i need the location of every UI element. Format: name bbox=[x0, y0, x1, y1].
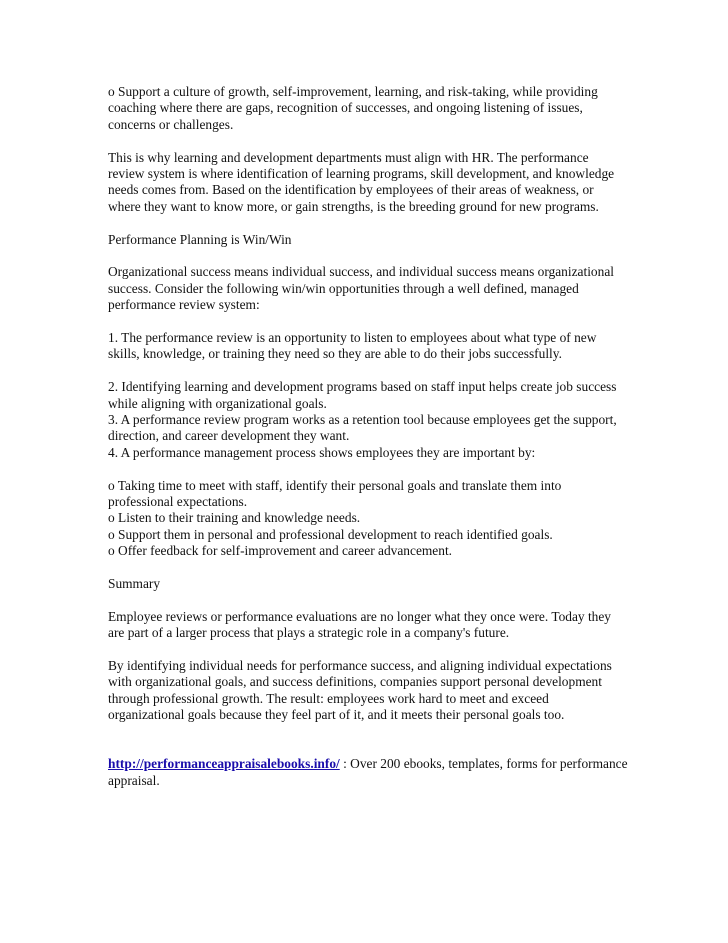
bullet-item-2: o Listen to their training and knowledge needs. bbox=[108, 510, 361, 526]
paragraph-learning-development: This is why learning and development departments must align with HR. The performance review system is where identification of learning programs, skill development, and knowledge needs comes from. Based on the identification by employees of their areas of weakness, or where they want to know more, or gain strengths, is the breeding ground for new programs. bbox=[108, 149, 615, 214]
bullet-item-4: o Offer feedback for self-improvement and career advancement. bbox=[108, 543, 453, 559]
bullet-item-3: o Support them in personal and professional development to reach identified goals. bbox=[108, 526, 553, 542]
section-heading-performance-planning: Performance Planning is Win/Win bbox=[108, 231, 292, 247]
numbered-item-3: 3. A performance review program works as a retention tool because employees get the support, direction, and career development they want. bbox=[108, 412, 617, 444]
numbered-item-1: 1. The performance review is an opportunity to listen to employees about what type of new skills, knowledge, or training they need so they are able to do their jobs successfully. bbox=[108, 330, 597, 362]
footer-line bbox=[108, 756, 628, 789]
spacer bbox=[108, 740, 628, 756]
paragraph-organizational-success: Organizational success means individual success, and individual success means organizational success. Consider the following win/win opportunities through a well defined, managed performance review system: bbox=[108, 264, 614, 313]
numbered-item-2: 2. Identifying learning and development programs based on staff input helps create job success while aligning with organizational goals. bbox=[108, 379, 617, 411]
bullet-item-1: o Taking time to meet with staff, identify their personal goals and translate them into professional expectations. bbox=[108, 477, 562, 510]
paragraph-support-culture: o Support a culture of growth, self-improvement, learning, and risk-taking, while providing coaching where there are gaps, recognition of successes, and ongoing listening of issues, concerns or challenges. bbox=[108, 84, 598, 132]
footer-description: : Over 200 ebooks, templates, forms for performance appraisal. bbox=[108, 756, 628, 788]
numbered-item-4: 4. A performance management process shows employees they are important by: bbox=[108, 444, 536, 460]
ebooks-link[interactable]: http://performanceappraisalebooks.info/ bbox=[108, 756, 340, 772]
document-page bbox=[108, 84, 628, 806]
summary-heading: Summary bbox=[108, 576, 161, 592]
summary-paragraph-2: By identifying individual needs for performance success, and aligning individual expectations with organizational goals, and success definitions, companies support personal development through professional growth. The result: employees work hard to meet and exceed organizational goals because they feel part of it, and it meets their personal goals too. bbox=[108, 658, 612, 723]
summary-paragraph-1: Employee reviews or performance evaluations are no longer what they once were. Today they are part of a larger process that plays a strategic role in a company's future. bbox=[108, 608, 611, 641]
